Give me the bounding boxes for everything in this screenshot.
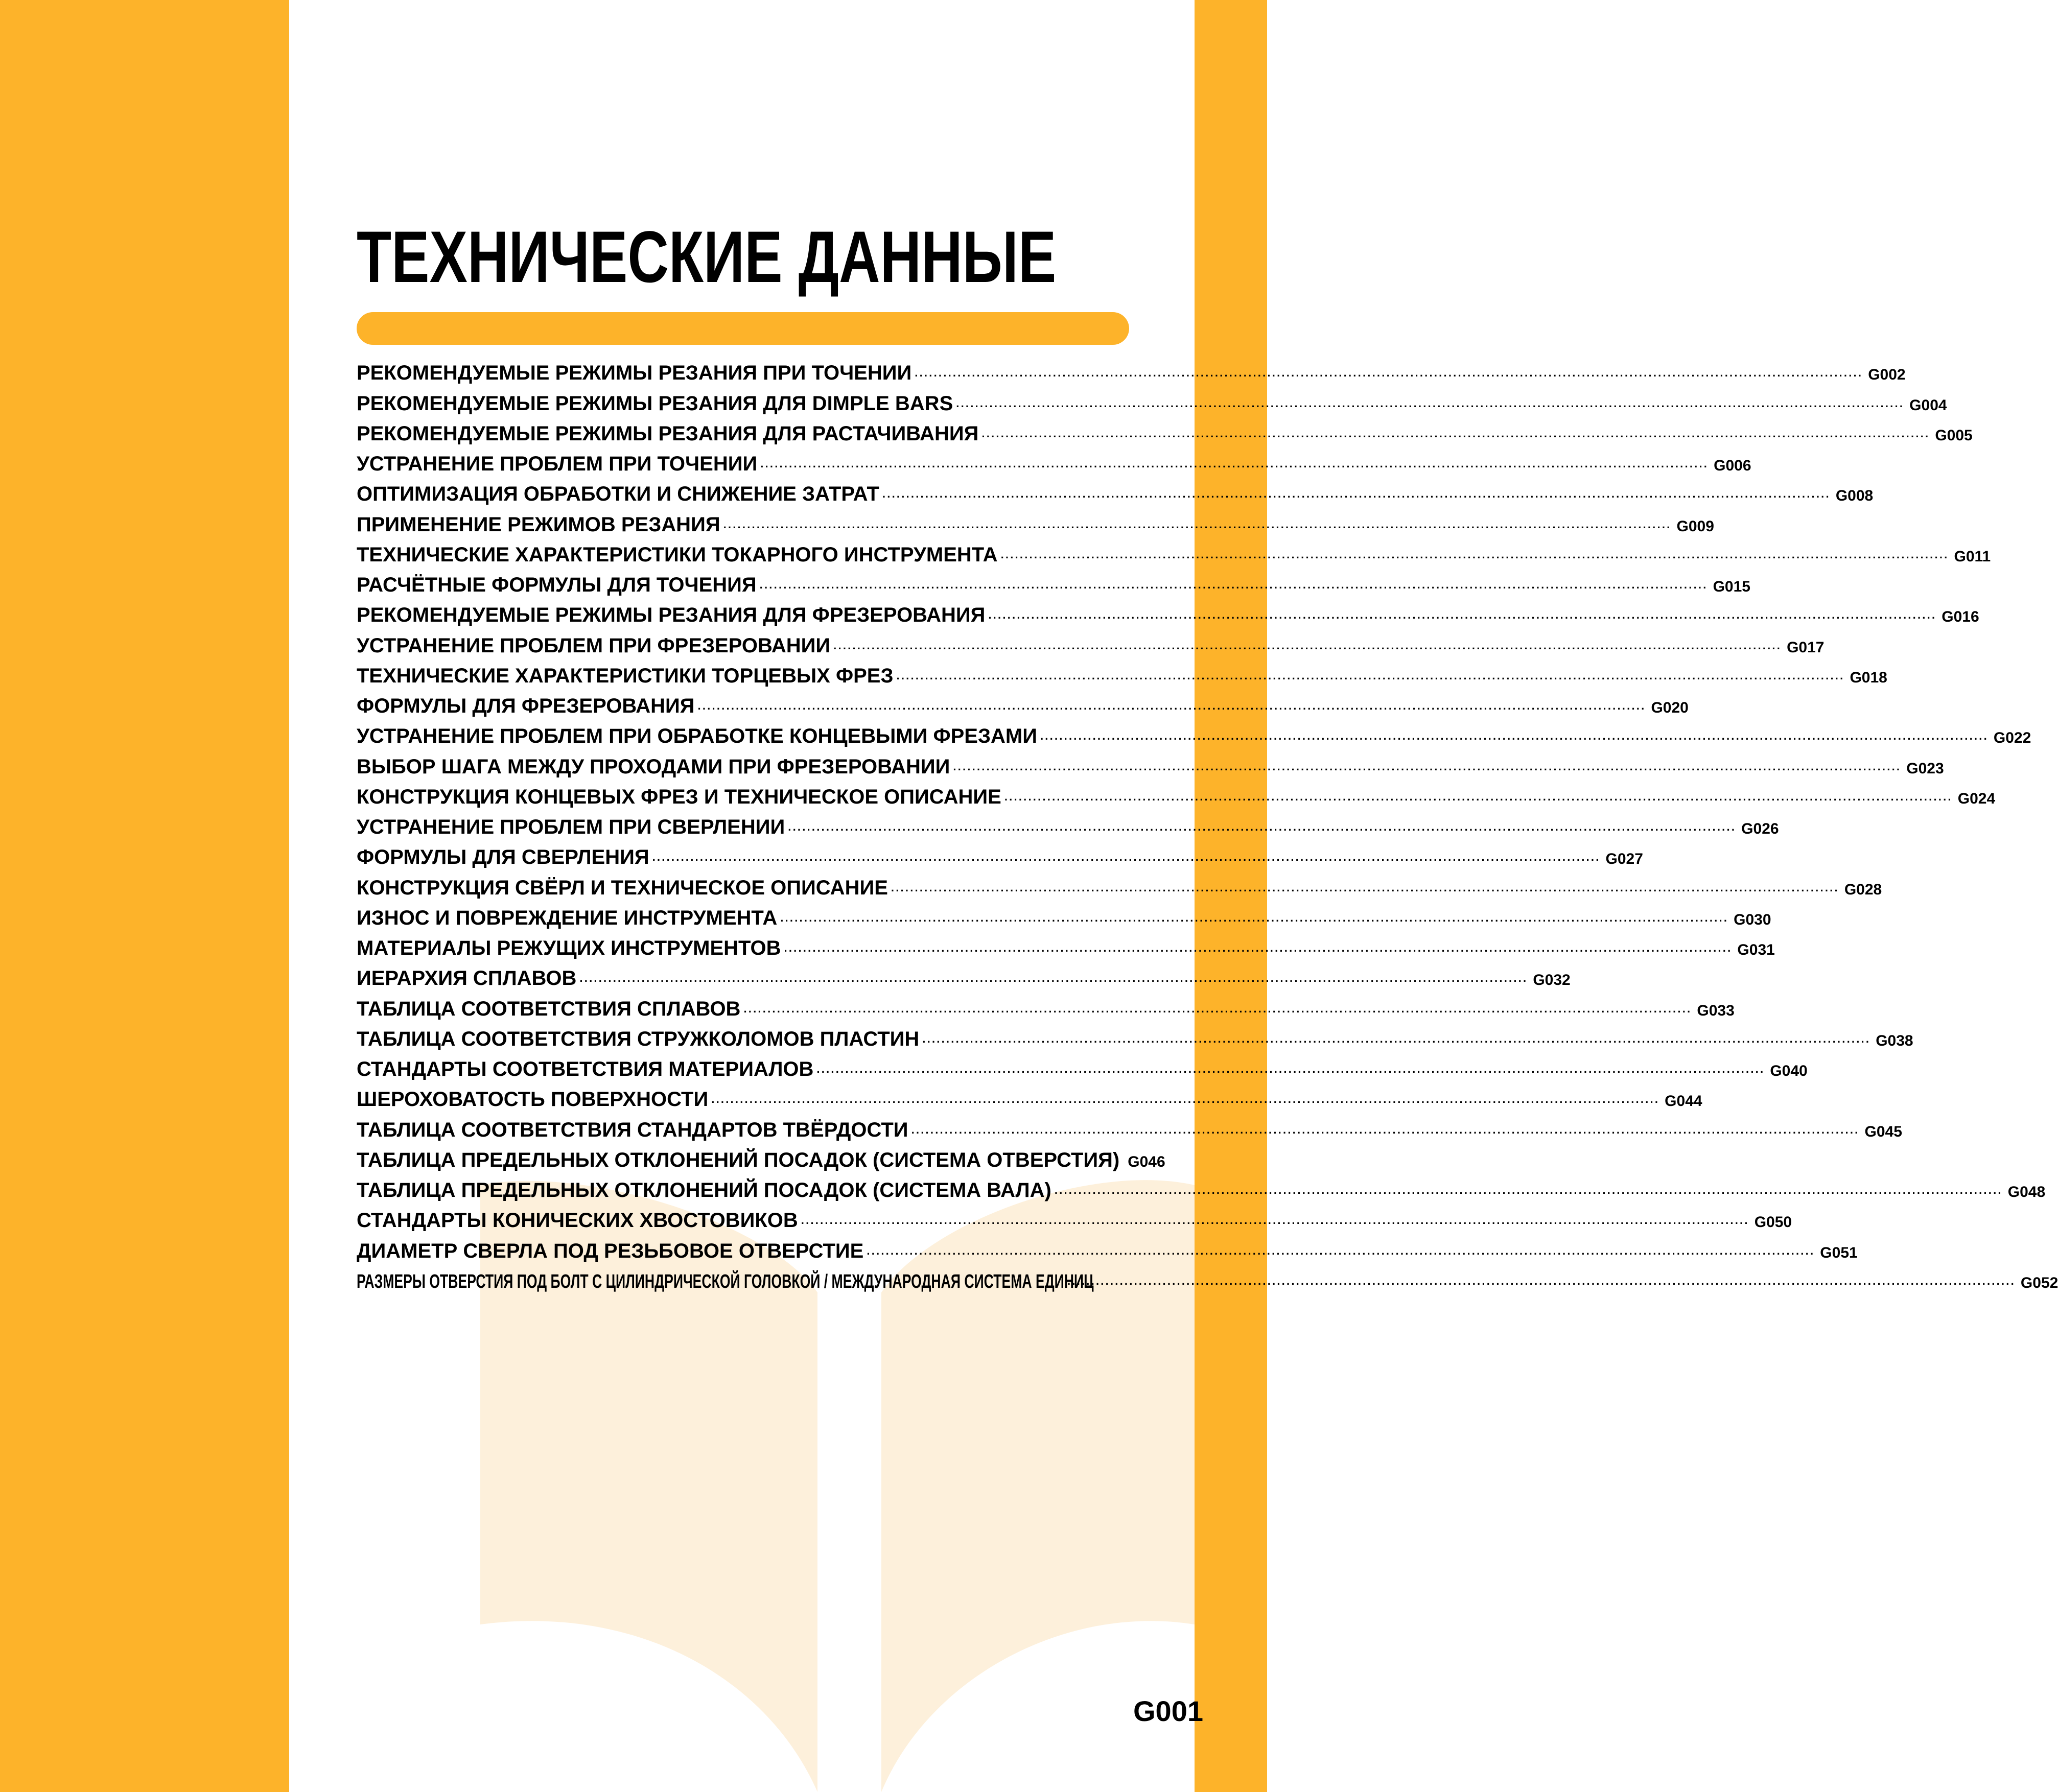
toc-leader-dots: ·······································································································································································································: [922, 1035, 1871, 1048]
toc-entry[interactable]: [357, 420, 1973, 450]
toc-entry-title: УСТРАНЕНИЕ ПРОБЛЕМ ПРИ ТОЧЕНИИ: [357, 453, 758, 475]
toc-leader-dots: ·······································································································································································································: [788, 823, 1737, 836]
toc-leader-dots: ·······································································································································································································: [956, 399, 1905, 413]
toc-leader-dots: ·······································································································································································································: [759, 581, 1708, 594]
toc-entry[interactable]: [357, 783, 1996, 813]
toc-entry[interactable]: [357, 359, 1906, 389]
toc-entry[interactable]: [357, 1267, 2058, 1298]
toc-entry-page: G006: [1714, 457, 1751, 474]
toc-leader-dots: ·······································································································································································································: [1004, 793, 1953, 806]
toc-entry[interactable]: [357, 1207, 1792, 1237]
toc-entry-title: КОНСТРУКЦИЯ КОНЦЕВЫХ ФРЕЗ И ТЕХНИЧЕСКОЕ ОПИСАНИЕ: [357, 785, 1001, 808]
toc-entry-page: G027: [1605, 851, 1643, 868]
left-accent-band: [0, 0, 289, 1792]
toc-leader-dots: ·······································································································································································································: [780, 914, 1729, 927]
toc-entry-title: ТАБЛИЦА СООТВЕТСТВИЯ СТАНДАРТОВ ТВЁРДОСТИ: [357, 1118, 908, 1141]
toc-entry-title: ТАБЛИЦА СООТВЕТСТВИЯ СТРУЖКОЛОМОВ ПЛАСТИН: [357, 1027, 920, 1050]
toc-entry-page: G011: [1954, 548, 1991, 565]
toc-entry-title: РЕКОМЕНДУЕМЫЕ РЕЖИМЫ РЕЗАНИЯ ПРИ ТОЧЕНИИ: [357, 362, 912, 385]
toc-leader-dots: ·······································································································································································································: [882, 490, 1831, 504]
toc-entry-title: ОПТИМИЗАЦИЯ ОБРАБОТКИ И СНИЖЕНИЕ ЗАТРАТ: [357, 483, 879, 506]
toc-entry[interactable]: [357, 692, 1689, 722]
toc-leader-dots: ·······································································································································································································: [723, 521, 1672, 534]
toc-entry-page: G004: [1909, 396, 1947, 414]
toc-leader-dots: ·······································································································································································································: [891, 884, 1839, 897]
toc-entry-page: G045: [1864, 1123, 1902, 1140]
toc-leader-dots: ·······································································································································································································: [1040, 733, 1989, 746]
toc-leader-dots: ·······································································································································································································: [579, 975, 1528, 988]
toc-entry-title: ТЕХНИЧЕСКИЕ ХАРАКТЕРИСТИКИ ТОКАРНОГО ИНСТРУМЕНТА: [357, 543, 998, 566]
toc-entry-title: ПРИМЕНЕНИЕ РЕЖИМОВ РЕЗАНИЯ: [357, 513, 720, 536]
toc-entry[interactable]: [357, 631, 1825, 662]
toc-entry[interactable]: [357, 450, 1751, 480]
toc-entry-page: G015: [1713, 578, 1750, 595]
toc-leader-dots: ·······································································································································································································: [743, 1005, 1692, 1018]
toc-entry-title: ДИАМЕТР СВЕРЛА ПОД РЕЗЬБОВОЕ ОТВЕРСТИЕ: [357, 1239, 864, 1262]
page-title: ТЕХНИЧЕСКИЕ ДАННЫЕ: [357, 217, 1057, 298]
toc-entry-page: G050: [1754, 1214, 1792, 1231]
toc-entry-page: G017: [1787, 639, 1825, 656]
toc-entry-title: МАТЕРИАЛЫ РЕЖУЩИХ ИНСТРУМЕНТОВ: [357, 937, 781, 959]
toc-entry[interactable]: [357, 541, 1991, 571]
toc-entry-page: G005: [1935, 427, 1973, 444]
toc-entry-page: G026: [1741, 820, 1779, 837]
toc-entry-title: РЕКОМЕНДУЕМЫЕ РЕЖИМЫ РЕЗАНИЯ ДЛЯ РАСТАЧИВАНИЯ: [357, 422, 979, 445]
toc-entry-page: G002: [1868, 366, 1906, 384]
toc-leader-dots: ·······································································································································································································: [1000, 551, 1949, 564]
toc-entry-page: G048: [2007, 1184, 2046, 1200]
toc-entry-title: УСТРАНЕНИЕ ПРОБЛЕМ ПРИ СВЕРЛЕНИИ: [357, 816, 785, 838]
toc-leader-dots: ·······································································································································································································: [915, 369, 1863, 383]
toc-entry-title: КОНСТРУКЦИЯ СВЁРЛ И ТЕХНИЧЕСКОЕ ОПИСАНИЕ: [357, 876, 888, 899]
toc-leader-dots: ·······································································································································································································: [760, 460, 1709, 473]
toc-entry[interactable]: [357, 510, 1714, 540]
toc-entry-title: РЕКОМЕНДУЕМЫЕ РЕЖИМЫ РЕЗАНИЯ ДЛЯ ФРЕЗЕРОВАНИЯ: [357, 604, 986, 627]
toc-entry-page: G040: [1770, 1063, 1808, 1079]
toc-entry[interactable]: [357, 662, 1887, 692]
toc-entry-page: G046: [1128, 1153, 1165, 1170]
toc-entry[interactable]: [357, 1055, 1808, 1086]
toc-leader-dots: ·······································································································································································································: [833, 642, 1782, 655]
toc-entry-page: G023: [1906, 760, 1944, 777]
toc-entry-page: G051: [1820, 1244, 1858, 1261]
toc-entry-page: G033: [1697, 1002, 1735, 1019]
toc-entry[interactable]: [357, 995, 1735, 1025]
toc-leader-dots: ·······································································································································································································: [911, 1126, 1860, 1139]
toc-entry-title: ТЕХНИЧЕСКИЕ ХАРАКТЕРИСТИКИ ТОРЦЕВЫХ ФРЕЗ: [357, 664, 894, 687]
toc-entry[interactable]: [357, 1025, 1913, 1055]
toc-leader-dots: ·······································································································································································································: [711, 1096, 1660, 1109]
toc-leader-dots: ·······································································································································································································: [697, 702, 1646, 715]
toc-entry-page: G020: [1651, 699, 1689, 716]
toc-entry[interactable]: [357, 1086, 1702, 1116]
toc-entry[interactable]: [357, 1237, 1858, 1267]
toc-entry-title: ИЕРАРХИЯ СПЛАВОВ: [357, 967, 577, 990]
toc-leader-dots: ·······································································································································································································: [1067, 1277, 2016, 1290]
toc-entry[interactable]: [357, 1176, 2046, 1207]
table-of-contents: [357, 359, 2058, 1298]
toc-entry-page: G016: [1942, 608, 1979, 626]
toc-leader-dots: ·······································································································································································································: [953, 763, 1902, 776]
toc-entry-title: ШЕРОХОВАТОСТЬ ПОВЕРХНОСТИ: [357, 1088, 709, 1111]
toc-entry-page: G024: [1957, 790, 1996, 807]
toc-leader-dots: ·······································································································································································································: [981, 430, 1930, 443]
toc-entry[interactable]: [357, 934, 1775, 964]
page-number: G001: [1133, 1695, 1203, 1727]
toc-entry-title: РЕКОМЕНДУЕМЫЕ РЕЖИМЫ РЕЗАНИЯ ДЛЯ DIMPLE BARS: [357, 392, 953, 415]
toc-entry-page: G044: [1665, 1093, 1702, 1110]
toc-entry-title: РАСЧЁТНЫЕ ФОРМУЛЫ ДЛЯ ТОЧЕНИЯ: [357, 574, 757, 596]
toc-entry[interactable]: [357, 571, 1750, 601]
toc-entry-page: G008: [1835, 487, 1874, 505]
toc-entry-title: ФОРМУЛЫ ДЛЯ СВЕРЛЕНИЯ: [357, 846, 649, 869]
toc-entry-page: G030: [1734, 911, 1771, 928]
toc-leader-dots: ·······································································································································································································: [816, 1066, 1765, 1078]
toc-entry-title: ТАБЛИЦА ПРЕДЕЛЬНЫХ ОТКЛОНЕНИЙ ПОСАДОК (СИСТЕМА ВАЛА): [357, 1179, 1051, 1201]
toc-entry-title: УСТРАНЕНИЕ ПРОБЛЕМ ПРИ ФРЕЗЕРОВАНИИ: [357, 634, 831, 657]
toc-entry-page: G031: [1737, 941, 1775, 958]
toc-leader-dots: ·······································································································································································································: [801, 1217, 1749, 1230]
toc-entry-page: G038: [1876, 1032, 1913, 1049]
toc-entry[interactable]: [357, 964, 1571, 995]
title-underline-bar: [357, 312, 1129, 345]
toc-entry-page: G028: [1844, 881, 1882, 898]
toc-entry-title: СТАНДАРТЫ КОНИЧЕСКИХ ХВОСТОВИКОВ: [357, 1209, 798, 1232]
toc-entry[interactable]: [357, 1146, 1165, 1176]
toc-entry-title: ВЫБОР ШАГА МЕЖДУ ПРОХОДАМИ ПРИ ФРЕЗЕРОВАНИИ: [357, 755, 950, 778]
toc-entry-page: G022: [1993, 729, 2031, 747]
toc-entry[interactable]: [357, 874, 1882, 904]
toc-entry-title: РАЗМЕРЫ ОТВЕРСТИЯ ПОД БОЛТ С ЦИЛИНДРИЧЕСКОЙ ГОЛОВКОЙ / МЕЖДУНАРОДНАЯ СИСТЕМА ЕДИНИЦ: [357, 1270, 1094, 1292]
toc-entry-page: G009: [1676, 517, 1714, 535]
toc-leader-dots: ·······································································································································································································: [784, 945, 1733, 957]
toc-leader-dots: ·······································································································································································································: [1054, 1187, 2003, 1199]
toc-entry-page: G052: [2020, 1274, 2058, 1291]
toc-entry[interactable]: [357, 389, 1947, 419]
toc-entry[interactable]: [357, 601, 1979, 631]
toc-entry-title: УСТРАНЕНИЕ ПРОБЛЕМ ПРИ ОБРАБОТКЕ КОНЦЕВЫМИ ФРЕЗАМИ: [357, 725, 1037, 748]
toc-entry-title: ТАБЛИЦА ПРЕДЕЛЬНЫХ ОТКЛОНЕНИЙ ПОСАДОК (СИСТЕМА ОТВЕРСТИЯ): [357, 1148, 1120, 1171]
toc-leader-dots: ·······································································································································································································: [896, 672, 1845, 685]
toc-entry[interactable]: [357, 480, 1874, 510]
toc-entry[interactable]: [357, 813, 1779, 843]
toc-entry[interactable]: [357, 843, 1643, 874]
toc-leader-dots: ·······································································································································································································: [867, 1247, 1815, 1260]
toc-entry[interactable]: [357, 722, 2031, 752]
toc-entry-title: СТАНДАРТЫ СООТВЕТСТВИЯ МАТЕРИАЛОВ: [357, 1058, 814, 1080]
toc-entry[interactable]: [357, 1116, 1902, 1146]
toc-entry[interactable]: [357, 904, 1771, 934]
toc-entry-title: ИЗНОС И ПОВРЕЖДЕНИЕ ИНСТРУМЕНТА: [357, 906, 778, 929]
toc-leader-dots: ·······································································································································································································: [652, 854, 1601, 867]
toc-entry-page: G018: [1850, 669, 1887, 686]
toc-entry[interactable]: [357, 752, 1944, 783]
toc-entry-title: ТАБЛИЦА СООТВЕТСТВИЯ СПЛАВОВ: [357, 997, 741, 1020]
toc-entry-page: G032: [1533, 972, 1571, 989]
toc-entry-title: ФОРМУЛЫ ДЛЯ ФРЕЗЕРОВАНИЯ: [357, 695, 695, 717]
toc-leader-dots: ·······································································································································································································: [988, 611, 1937, 625]
